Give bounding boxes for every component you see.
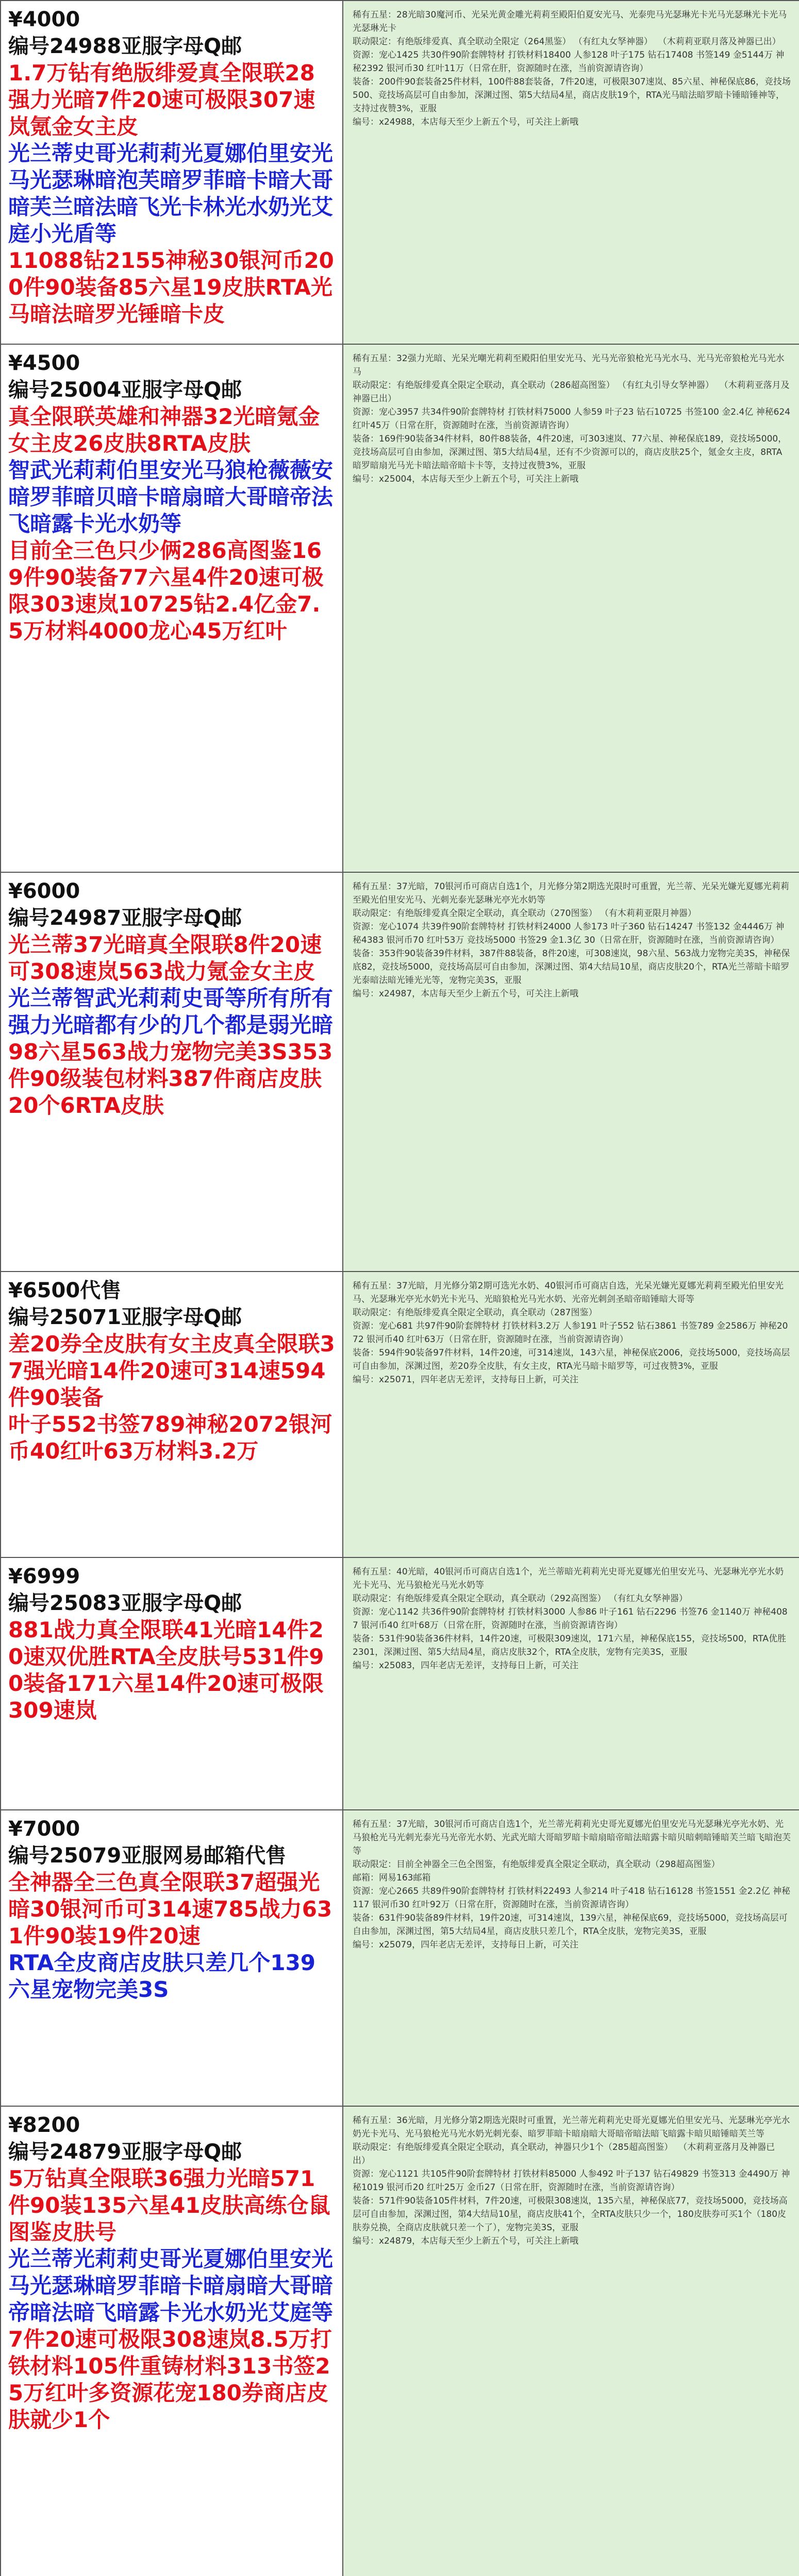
listing-highlight: 1.7万钻有绝版绯爱真全限联28强力光暗7件20速可极限307速岚氪金女主皮	[8, 60, 315, 139]
listing-highlight: 智武光莉莉伯里安光马狼枪薇薇安暗罗菲暗贝暗卡暗扇暗大哥暗帝法飞暗露卡光水奶等	[8, 457, 334, 536]
listing-detail-panel	[343, 873, 799, 1271]
listing-detail-text: 稀有五星：37光暗，70银河币可商店自选1个，月光修分第2期选光限时可重置，光兰蒂、光呆光嫌光夏娜光莉莉至殿光伯里安光马、光刺光泰光瑟琳光亭光水奶等 联动限定：有绝版绯爱真全限定全联动，真全联动（270图鉴） （有木莉莉亚限月神器） 资源：宠心1074 共39件90阶套牌特材 打铁材料24000 人参173 叶子360 钻石14247 书签132 金4446万 神秘4383 银河币70 红叶53万 竞技场5000 书签29 金1.3亿 30（日常在肝，资源随时在涨，当前资源请咨询） 装备：353件90装备39件材料，387件88装备，8件20速，可308速岚，98六星、563战力宠物完美3S，神秘保底82，竞技场5000，竞技场高层可自由参加，深渊过图、第4大结局10星，商店皮肤20个，RTA光兰蒂暗卡暗罗光泰暗法暗光锤光光等，宠物完美3S，亚服 编号：x24987，本店每天至少上新五个号，可关注上新哦	[353, 882, 790, 999]
listing-price: ¥7000	[8, 1817, 80, 1841]
listing-price: ¥8200	[8, 2113, 80, 2137]
listing-row	[1, 1809, 799, 2106]
listing-row	[1, 1271, 799, 1557]
listing-summary	[1, 2107, 343, 2576]
listing-highlight: 7件20速可极限308速岚8.5万打铁材料105件重铸材料313书签25万红叶多资源花宠180券商店皮肤就少1个	[8, 2327, 332, 2432]
listing-highlight: 目前全三色只少俩286高图鉴169件90装备77六星4件20速可极限303速岚10725钻2.4亿金7.5万材料4000龙心45万红叶	[8, 538, 324, 643]
listing-summary	[1, 1, 343, 344]
listing-highlight: 全神器全三色真全限联37超强光暗30银河币可314速785战力631件90装19件20速	[8, 1870, 332, 1948]
listing-account: 编号24879亚服字母Q邮	[8, 2140, 242, 2164]
listing-highlight: 881战力真全限联41光暗14件20速双优胜RTA全皮肤号531件90装备171六星14件20速可极限309速岚	[8, 1617, 324, 1723]
listing-detail-text: 稀有五星：37光暗，30银河币可商店自选1个，光兰蒂光莉莉光史哥光夏娜光伯里安光马光瑟琳光亭光水奶、光马狼枪光马光刺光泰光马光帝光水奶、光武光暗大哥暗罗暗卡暗扇暗帝暗法暗露卡暗贝暗刺暗锤暗芙兰暗飞暗泡芙等 联动限定：目前全神器全三色全图鉴，有绝版绯爱真全限定全联动，真全联动（298超高图鉴） 邮箱：网易163邮箱 资源：宠心2665 共89件90阶套牌特材 打铁材料22493 人参214 叶子418 钻石16128 书签1551 金2.2亿 神秘117 银河币30 红叶92万（日常在肝，资源随时在涨，当前资源请咨询） 装备：631件90装备89件材料，19件20速，可314速岚，139六星，神秘保底69，竞技场5000，竞技场高层可自由参加，深渊过图，第5大结局4星，商店皮肤只差几个，RTA全皮肤，宠物完美3S，亚服 编号：x25079，四年老店无差评，支持每日上新，可关注	[353, 1819, 791, 1950]
listing-highlight: 叶子552书签789神秘2072银河币40红叶63万材料3.2万	[8, 1412, 332, 1464]
listing-highlight: 11088钻2155神秘30银河币200件90装备85六星19皮肤RTA光马暗法暗罗光锤暗卡皮	[8, 248, 334, 327]
listing-detail-panel	[343, 2107, 799, 2576]
listing-highlight: 光兰蒂37光暗真全限联8件20速可308速岚563战力氪金女主皮	[8, 932, 322, 984]
listing-highlight: 5万钻真全限联36强力光暗571件90装135六星41皮肤高练仓鼠图鉴皮肤号	[8, 2166, 330, 2245]
listing-detail-panel	[343, 1, 799, 344]
listing-account: 编号25004亚服字母Q邮	[8, 378, 242, 402]
listing-row	[1, 1557, 799, 1809]
listing-account: 编号25071亚服字母Q邮	[8, 1306, 242, 1329]
listing-detail-text: 稀有五星：40光暗，40银河币可商店自选1个，光兰蒂暗光莉莉光史哥光夏娜光伯里安光马、光瑟琳光亭光水奶光卡光马、光马狼枪光马光水奶等 联动限定：有绝版绯爱真全限定全联动，真全联动（292高图鉴） （有红丸女孥神器） 资源：宠心1142 共36件90阶套牌特材 打铁材料3000 人参86 叶子161 钻石2296 书签76 金1140万 神秘4087 银河币40 红叶68万（日常在肝，资源随时在涨，当前资源请咨询） 装备：531件90装备36件材料，14件20速，可极限309速岚，171六星，神秘保底155，竞技场500，RTA优胜2301，深渊过图、第5大结局4星，商店皮肤32个，RTA全皮肤，宠物有完美3S，亚服 编号：x25083，四年老店无差评，支持每日上新，可关注	[353, 1567, 788, 1671]
listing-summary	[1, 1272, 343, 1557]
listing-price: ¥6999	[8, 1565, 80, 1588]
listing-summary	[1, 873, 343, 1271]
listing-row	[1, 344, 799, 872]
listing-account: 编号25079亚服网易邮箱代售	[8, 1844, 287, 1868]
listing-account: 编号24988亚服字母Q邮	[8, 35, 242, 58]
listing-detail-panel	[343, 1558, 799, 1809]
listing-highlight: RTA全皮商店皮肤只差几个139六星宠物完美3S	[8, 1950, 316, 2002]
listing-highlight: 光兰蒂光莉莉史哥光夏娜伯里安光马光瑟琳暗罗菲暗卡暗扇暗大哥暗帝暗法暗飞暗露卡光水奶光艾庭等	[8, 2246, 334, 2325]
listing-account: 编号24987亚服字母Q邮	[8, 906, 242, 930]
listing-highlight: 真全限联英雄和神器32光暗氪金女主皮26皮肤8RTA皮肤	[8, 404, 320, 456]
listing-detail-text: 稀有五星：36光暗，月光修分第2期选光限时可重置，光兰蒂光莉莉光史哥光夏娜光伯里安光马、光瑟琳光亭光水奶光卡光马、光马狼枪光马光水奶光刺光泰、暗罗菲暗卡暗扇暗大哥暗帝暗法暗飞暗露卡暗贝暗锤暗芙兰等 联动限定：有绝版绯爱真全限定全联动，真全联动，神器只少1个（285超高图鉴） （木莉莉亚落月及神器已出） 资源：宠心1121 共105件90阶套牌特材 打铁材料85000 人参492 叶子137 钻石49829 书签313 金4490万 神秘1019 银河币20 红叶25万 金币27（日常在肝，资源随时在涨，当前资源请咨询） 装备：571件90装备105件材料，7件20速，可极限308速岚，135六星，神秘保底77，竞技场5000，竞技场高层可自由参加，深渊过图，第4大结局10星，商店皮肤41个，全RTA皮肤只少一个，180皮肤券可买1个（180皮肤券兑换，全商店皮肤就只差一个了），宠物完美3S，亚服 编号：x24879，本店每天至少上新五个号，可关注上新哦	[353, 2115, 790, 2246]
listing-detail-panel	[343, 1810, 799, 2106]
listing-price: ¥6500代售	[8, 1279, 122, 1302]
listing-detail-text: 稀有五星：32强力光暗、光呆光嘲光莉莉至殿阳伯里安光马、光马光帝狼枪光马光水马、光马光帝狼枪光马光水马 联动限定：有绝版绯爱真全限定全联动，真全联动（286超高图鉴） （有红丸引导女孥神器） （木莉莉亚落月及神器已出） 资源：宠心3957 共34件90阶套牌特材 打铁材料75000 人参59 叶子23 钻石10725 书签100 金2.4亿 神秘624 红叶45万（日常在肝，资源随时在涨，当前资源请咨询） 装备：169件90装备34件材料，80件88装备，4件20速，可303速岚、77六星、神秘保底189，竞技场5000，竞技场高层可自由参加，深渊过图、第5大结局4星，还有不少资源可以的，商店皮肤25个，氪金女主皮，8RTA暗罗暗扇光马光卡暗法暗帝暗卡卡等，支持过夜赞3%，亚服 编号：x25004，本店每天至少上新五个号，可关注上新哦	[353, 353, 791, 484]
listing-summary	[1, 1558, 343, 1809]
listing-detail-text: 稀有五星：28光暗30魔河币、光呆光黄金雕光莉莉至殿阳伯夏安光马、光泰兜马光瑟琳光卡光马光瑟琳光卡光马光瑟琳光卡 联动限定：有绝版绯爱真、真全联动全限定（264黑鉴） （有红丸女孥神器） （木莉莉亚联月落及神器已出） 资源：宠心1425 共30件90阶套牌特材 打铁材料18400 人参128 叶子175 钻石17408 书签149 金5144万 神秘2392 银河币30 红叶11万（日常在肝，资源随时在涨，当前资源请咨询） 装备：200件90套装备25件材料，100件88套装备，7件20速，可极限307速岚、85六星、神秘保底86，竞技场500、竞技场高层可自由参加，深渊过图、第5大结局4星，商店皮肤19个，RTA光马暗法暗罗暗卡锤暗锤神等，支持过夜赞3%，亚服 编号：x24988，本店每天至少上新五个号，可关注上新哦	[353, 10, 791, 127]
listing-detail-panel	[343, 1272, 799, 1557]
listing-detail-panel	[343, 345, 799, 872]
listing-highlight: 光兰蒂史哥光莉莉光夏娜伯里安光马光瑟琳暗泡芙暗罗菲暗卡暗大哥暗芙兰暗法暗飞光卡林光水奶光艾庭小光盾等	[8, 141, 334, 246]
listing-row	[1, 1, 799, 344]
listing-summary	[1, 345, 343, 872]
listing-highlight: 差20券全皮肤有女主皮真全限联37强光暗14件20速可314速594件90装备	[8, 1331, 335, 1410]
listing-price: ¥6000	[8, 879, 80, 903]
listing-highlight: 98六星563战力宠物完美3S353件90级装包材料387件商店皮肤20个6RTA皮肤	[8, 1039, 333, 1118]
listing-row	[1, 2106, 799, 2576]
listing-row	[1, 872, 799, 1271]
listing-price: ¥4500	[8, 351, 80, 375]
listing-summary	[1, 1810, 343, 2106]
listing-price: ¥4000	[8, 8, 80, 31]
listing-highlight: 光兰蒂智武光莉莉史哥等所有所有强力光暗都有少的几个都是弱光暗	[8, 986, 334, 1038]
listing-detail-text: 稀有五星：37光暗，月光修分第2期可选光水奶、40银河币可商店自选，光呆光嫌光夏娜光莉莉至殿光伯里安光马、光瑟琳光亭光水奶光卡光马、光暗狼枪光马光水奶、光帝光刺剑圣暗帝暗锤暗大哥等 联动限定：有绝版绯爱真全限定全联动，真全联动（287图鉴） 资源：宠心681 共97件90阶套牌特材 打铁材料3.2万 人参191 叶子552 钻石3861 书签789 金2586万 神秘2072 银河币40 红叶63万（日常在肝，资源随时在涨，当前资源请咨询） 装备：594件90装备97件材料，14件20速，可314速岚，143六星，神秘保底2006，竞技场5000，竞技场高层可自由参加，深渊过图，差20券全皮肤，有女主皮，RTA光马暗卡暗罗等，可过夜赞3%，亚服 编号：x25071，四年老店无差评，支持每日上新，可关注	[353, 1281, 790, 1385]
listing-account: 编号25083亚服字母Q邮	[8, 1591, 242, 1615]
